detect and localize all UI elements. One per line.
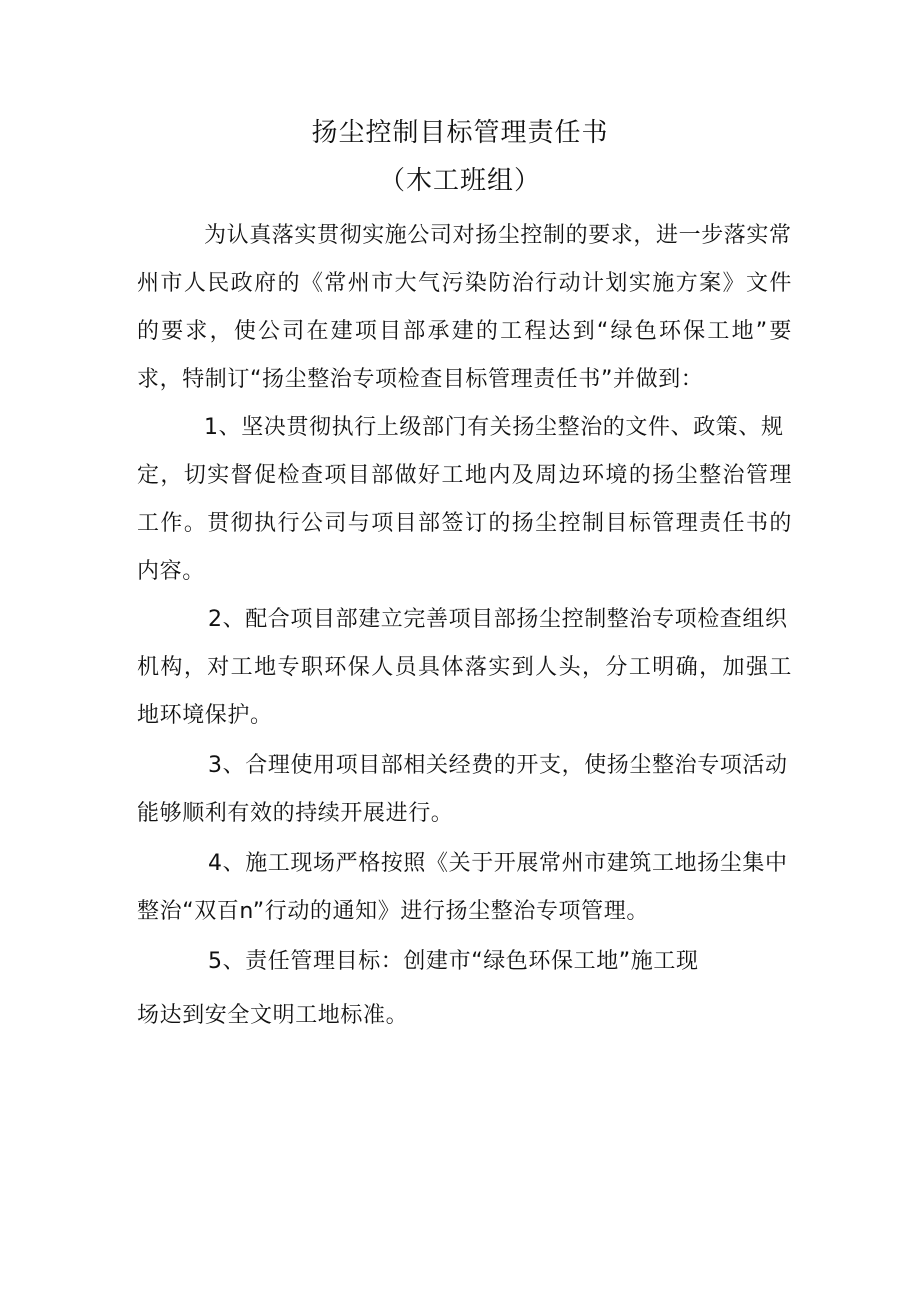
item4-line-1: 4、施工现场严格按照《关于开展常州市建筑工地扬尘集中: [208, 851, 788, 876]
item4-line-2: 整治“双百n”行动的通知》进行扬尘整治专项管理。: [137, 899, 649, 924]
item1-line-4: 内容。: [137, 559, 205, 584]
item1-line-2: 定，切实督促检查项目部做好工地内及周边环境的扬尘整治管理: [137, 463, 792, 488]
item3-line-1: 3、合理使用项目部相关经费的开支，使扬尘整治专项活动: [208, 753, 788, 778]
item2-line-1: 2、配合项目部建立完善项目部扬尘控制整治专项检查组织: [208, 607, 788, 632]
document-title: 扬尘控制目标管理责任书: [311, 118, 609, 148]
item5-line-2: 场达到安全文明工地标准。: [137, 1003, 409, 1028]
intro-line-4: 求，特制订“扬尘整治专项检查目标管理责任书”并做到：: [137, 367, 704, 392]
item1-line-3: 工作。贯彻执行公司与项目部签订的扬尘控制目标管理责任书的: [137, 511, 792, 536]
intro-line-1: 为认真落实贯彻实施公司对扬尘控制的要求，进一步落实常: [204, 223, 792, 248]
item3-line-2: 能够顺利有效的持续开展进行。: [137, 801, 454, 826]
intro-line-2: 州市人民政府的《常州市大气污染防治行动计划实施方案》文件: [137, 271, 792, 296]
item5-line-1: 5、责任管理目标：创建市“绿色环保工地”施工现: [208, 949, 699, 974]
item1-line-1: 1、坚决贯彻执行上级部门有关扬尘整治的文件、政策、规: [204, 415, 784, 440]
intro-line-3: 的要求，使公司在建项目部承建的工程达到“绿色环保工地”要: [137, 319, 792, 344]
item2-line-3: 地环境保护。: [137, 703, 273, 728]
document-subtitle: （木工班组）: [378, 166, 541, 196]
item2-line-2: 机构，对工地专职环保人员具体落实到人头，分工明确，加强工: [137, 655, 792, 680]
